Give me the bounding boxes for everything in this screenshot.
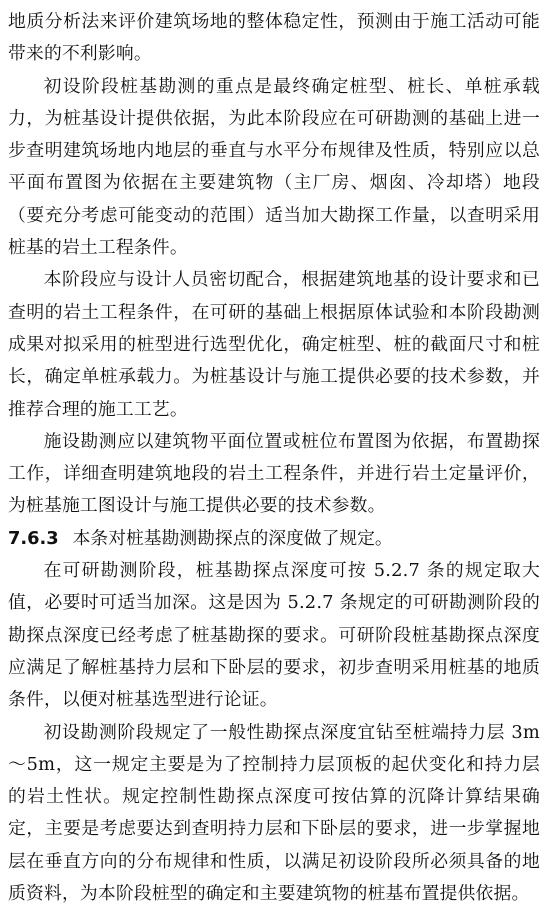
paragraph-construction-survey: 施设勘测应以建筑物平面位置或桩位布置图为依据，布置勘探工作，详细查明建筑地段的岩土工程条件，并进行岩土定量评价，为桩基施工图设计与施工提供必要的技术参数。 <box>8 430 540 517</box>
paragraph-preliminary-depth: 初设勘测阶段规定了一般性勘探点深度宜钻至桩端持力层 3m～5m，这一规定主要是为了控制持力层顶板的起伏变化和持力层的岩土性状。规定控制性勘探点深度可按估算的沉降计算结果确定，主要是考虑要达到查明持力层和下卧层的要求，进一步掌握地层在垂直方向的分布规律和性质，以满足初设阶段所必须具备的地质资料，为本阶段桩型的确定和主要建筑物的桩基布置提供依据。 <box>8 721 540 905</box>
section-title: 本条对桩基勘测勘探点的深度做了规定。 <box>72 527 393 549</box>
paragraph-continuation: 地质分析法来评价建筑场地的整体稳定性，预测由于施工活动可能带来的不利影响。 <box>8 11 540 65</box>
section-number: 7.6.3 <box>8 527 59 549</box>
section-heading <box>8 523 540 555</box>
paragraph-feasibility-depth: 在可研勘测阶段，桩基勘探点深度可按 5.2.7 条的规定取大值，必要时可适当加深。这是因为 5.2.7 条规定的可研勘测阶段的勘探点深度已经考虑了桩基勘探的要求。可研阶段桩基勘探点深度应满足了解桩基持力层和下卧层的要求，初步查明采用桩基的地质条件，以便对桩基选型进行论证。 <box>8 560 540 711</box>
paragraph-design-coordination: 本阶段应与设计人员密切配合，根据建筑地基的设计要求和已查明的岩土工程条件，在可研的基础上根据原体试验和本阶段勘测成果对拟采用的桩型进行选型优化，确定桩型、桩的截面尺寸和桩长，确定单桩承载力。为桩基设计与施工提供必要的技术参数，并推荐合理的施工工艺。 <box>8 269 540 420</box>
paragraph-preliminary-design: 初设阶段桩基勘测的重点是最终确定桩型、桩长、单桩承载力，为桩基设计提供依据，为此本阶段应在可研勘测的基础上进一步查明建筑场地内地层的垂直与水平分布规律及性质，特别应以总平面布置图为依据在主要建筑物（主厂房、烟囱、冷却塔）地段（要充分考虑可能变动的范围）适当加大勘探工作量，以查明采用桩基的岩土工程条件。 <box>8 75 540 259</box>
